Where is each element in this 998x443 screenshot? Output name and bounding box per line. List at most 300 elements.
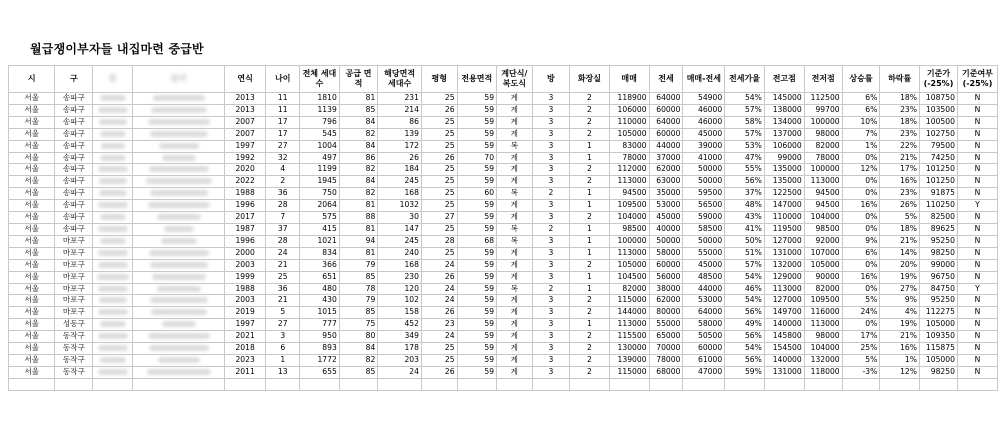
- table-cell[interactable]: 59: [457, 307, 497, 319]
- table-cell[interactable]: 마포구: [55, 247, 93, 259]
- table-cell[interactable]: 54%: [725, 93, 765, 105]
- table-cell[interactable]: 48500: [683, 271, 725, 283]
- table-cell[interactable]: 25: [421, 354, 457, 366]
- table-cell[interactable]: 30: [378, 212, 422, 224]
- table-cell[interactable]: 60: [457, 188, 497, 200]
- table-cell[interactable]: 3: [532, 140, 570, 152]
- table-cell[interactable]: [133, 319, 225, 331]
- table-cell[interactable]: 계: [497, 93, 533, 105]
- table-cell[interactable]: [93, 188, 133, 200]
- table-cell[interactable]: [93, 307, 133, 319]
- table-cell[interactable]: 2: [532, 283, 570, 295]
- table-cell[interactable]: 415: [300, 223, 340, 235]
- table-cell[interactable]: 89625: [919, 223, 957, 235]
- table-cell[interactable]: 동작구: [55, 331, 93, 343]
- table-cell[interactable]: 서울: [9, 259, 55, 271]
- table-cell[interactable]: 1004: [300, 140, 340, 152]
- table-cell[interactable]: 7: [266, 212, 300, 224]
- table-cell[interactable]: 1997: [224, 140, 266, 152]
- empty-cell[interactable]: [378, 378, 422, 390]
- table-cell[interactable]: 0%: [842, 283, 880, 295]
- table-cell[interactable]: 147: [378, 223, 422, 235]
- table-cell[interactable]: 2: [570, 104, 609, 116]
- table-cell[interactable]: 서울: [9, 247, 55, 259]
- table-cell[interactable]: 214: [378, 104, 422, 116]
- table-cell[interactable]: 22%: [880, 140, 920, 152]
- table-cell[interactable]: 서울: [9, 164, 55, 176]
- column-header[interactable]: 공급 면적: [339, 66, 378, 93]
- table-cell[interactable]: [93, 343, 133, 355]
- table-cell[interactable]: 112275: [919, 307, 957, 319]
- table-cell[interactable]: 46000: [683, 116, 725, 128]
- table-cell[interactable]: 231: [378, 93, 422, 105]
- table-cell[interactable]: 2003: [224, 259, 266, 271]
- table-cell[interactable]: 129000: [764, 271, 804, 283]
- table-cell[interactable]: 23%: [880, 128, 920, 140]
- table-cell[interactable]: 2: [570, 259, 609, 271]
- table-cell[interactable]: 78000: [649, 354, 683, 366]
- table-cell[interactable]: [133, 271, 225, 283]
- table-cell[interactable]: 0%: [842, 319, 880, 331]
- table-cell[interactable]: 27: [266, 319, 300, 331]
- table-row[interactable]: [9, 247, 998, 259]
- table-row[interactable]: [9, 307, 998, 319]
- column-header[interactable]: 전체 세대수: [300, 66, 340, 93]
- table-cell[interactable]: 115875: [919, 343, 957, 355]
- table-cell[interactable]: 1: [570, 152, 609, 164]
- table-cell[interactable]: 45000: [683, 259, 725, 271]
- empty-cell[interactable]: [957, 378, 997, 390]
- table-cell[interactable]: 96750: [919, 271, 957, 283]
- table-cell[interactable]: 21%: [880, 152, 920, 164]
- table-cell[interactable]: [133, 354, 225, 366]
- table-cell[interactable]: 56%: [725, 331, 765, 343]
- table-cell[interactable]: 62000: [649, 295, 683, 307]
- table-cell[interactable]: 27: [421, 212, 457, 224]
- table-cell[interactable]: 50500: [683, 331, 725, 343]
- table-cell[interactable]: 계: [497, 319, 533, 331]
- table-cell[interactable]: 서울: [9, 116, 55, 128]
- table-cell[interactable]: 54%: [725, 271, 765, 283]
- table-cell[interactable]: 26: [421, 307, 457, 319]
- table-cell[interactable]: 1945: [300, 176, 340, 188]
- table-cell[interactable]: 26: [378, 152, 422, 164]
- table-cell[interactable]: 2: [570, 128, 609, 140]
- table-cell[interactable]: 3: [266, 331, 300, 343]
- table-cell[interactable]: 17%: [842, 331, 880, 343]
- table-cell[interactable]: 59%: [725, 366, 765, 378]
- table-cell[interactable]: 3: [532, 307, 570, 319]
- column-header[interactable]: 전세: [649, 66, 683, 93]
- table-cell[interactable]: 85: [339, 366, 378, 378]
- table-cell[interactable]: 3: [532, 104, 570, 116]
- table-cell[interactable]: 25: [421, 93, 457, 105]
- column-header[interactable]: 나이: [266, 66, 300, 93]
- empty-cell[interactable]: [421, 378, 457, 390]
- table-cell[interactable]: 137000: [764, 128, 804, 140]
- table-cell[interactable]: 1%: [880, 354, 920, 366]
- table-cell[interactable]: 100000: [609, 235, 649, 247]
- table-cell[interactable]: 25: [421, 128, 457, 140]
- table-cell[interactable]: 서울: [9, 295, 55, 307]
- table-cell[interactable]: 24: [421, 283, 457, 295]
- table-cell[interactable]: 54%: [725, 343, 765, 355]
- column-header[interactable]: 전세가율: [725, 66, 765, 93]
- table-cell[interactable]: 마포구: [55, 271, 93, 283]
- table-cell[interactable]: 80: [339, 331, 378, 343]
- table-cell[interactable]: 154500: [764, 343, 804, 355]
- table-cell[interactable]: 4: [266, 164, 300, 176]
- table-cell[interactable]: 61000: [683, 354, 725, 366]
- table-cell[interactable]: 송파구: [55, 93, 93, 105]
- table-cell[interactable]: 47000: [683, 366, 725, 378]
- table-cell[interactable]: 1032: [378, 200, 422, 212]
- table-cell[interactable]: 59: [457, 93, 497, 105]
- table-cell[interactable]: 2: [570, 354, 609, 366]
- table-cell[interactable]: 26: [421, 152, 457, 164]
- table-cell[interactable]: 203: [378, 354, 422, 366]
- table-cell[interactable]: 54%: [725, 295, 765, 307]
- table-cell[interactable]: 계: [497, 366, 533, 378]
- table-cell[interactable]: 62000: [649, 164, 683, 176]
- table-cell[interactable]: 127000: [764, 295, 804, 307]
- table-cell[interactable]: 복: [497, 223, 533, 235]
- table-row[interactable]: [9, 200, 998, 212]
- table-cell[interactable]: 복: [497, 283, 533, 295]
- table-cell[interactable]: 3: [532, 319, 570, 331]
- table-cell[interactable]: 송파구: [55, 140, 93, 152]
- table-cell[interactable]: [93, 164, 133, 176]
- table-cell[interactable]: 59: [457, 319, 497, 331]
- table-cell[interactable]: 5%: [842, 354, 880, 366]
- table-cell[interactable]: 59: [457, 366, 497, 378]
- empty-cell[interactable]: [842, 378, 880, 390]
- table-cell[interactable]: 계: [497, 212, 533, 224]
- table-cell[interactable]: [93, 366, 133, 378]
- table-cell[interactable]: 59: [457, 283, 497, 295]
- table-cell[interactable]: 82000: [804, 283, 842, 295]
- table-cell[interactable]: 100000: [804, 164, 842, 176]
- table-cell[interactable]: 60000: [649, 259, 683, 271]
- table-cell[interactable]: 104000: [804, 343, 842, 355]
- table-cell[interactable]: [93, 271, 133, 283]
- table-cell[interactable]: 64000: [649, 116, 683, 128]
- table-cell[interactable]: 1810: [300, 93, 340, 105]
- table-cell[interactable]: N: [957, 354, 997, 366]
- table-cell[interactable]: 110000: [609, 116, 649, 128]
- table-cell[interactable]: 79: [339, 259, 378, 271]
- column-header[interactable]: 기준가 (-25%): [919, 66, 957, 93]
- empty-row[interactable]: [9, 378, 998, 390]
- table-cell[interactable]: -3%: [842, 366, 880, 378]
- table-row[interactable]: [9, 128, 998, 140]
- table-cell[interactable]: [133, 223, 225, 235]
- table-cell[interactable]: 23%: [880, 188, 920, 200]
- table-cell[interactable]: 1: [266, 354, 300, 366]
- table-cell[interactable]: 3: [532, 128, 570, 140]
- table-row[interactable]: [9, 366, 998, 378]
- table-row[interactable]: [9, 176, 998, 188]
- table-cell[interactable]: 105000: [609, 259, 649, 271]
- table-cell[interactable]: 575: [300, 212, 340, 224]
- table-cell[interactable]: 6%: [842, 247, 880, 259]
- table-cell[interactable]: 1999: [224, 271, 266, 283]
- table-cell[interactable]: 계: [497, 354, 533, 366]
- table-cell[interactable]: 59: [457, 200, 497, 212]
- table-cell[interactable]: [93, 235, 133, 247]
- table-cell[interactable]: 마포구: [55, 295, 93, 307]
- table-cell[interactable]: 1988: [224, 283, 266, 295]
- table-cell[interactable]: [93, 283, 133, 295]
- table-cell[interactable]: 102: [378, 295, 422, 307]
- table-cell[interactable]: 113000: [804, 319, 842, 331]
- table-cell[interactable]: 53000: [683, 295, 725, 307]
- table-cell[interactable]: 99000: [919, 259, 957, 271]
- table-cell[interactable]: 1199: [300, 164, 340, 176]
- table-cell[interactable]: 서울: [9, 343, 55, 355]
- table-cell[interactable]: 17: [266, 116, 300, 128]
- table-cell[interactable]: 135000: [764, 164, 804, 176]
- table-cell[interactable]: [93, 212, 133, 224]
- table-cell[interactable]: 109500: [804, 295, 842, 307]
- table-cell[interactable]: 3: [532, 164, 570, 176]
- table-cell[interactable]: 84: [339, 116, 378, 128]
- table-cell[interactable]: N: [957, 93, 997, 105]
- table-cell[interactable]: [93, 152, 133, 164]
- table-cell[interactable]: [133, 93, 225, 105]
- table-cell[interactable]: 1: [570, 223, 609, 235]
- table-cell[interactable]: 2013: [224, 104, 266, 116]
- table-cell[interactable]: 서울: [9, 176, 55, 188]
- table-cell[interactable]: 25: [421, 223, 457, 235]
- table-cell[interactable]: 14%: [880, 247, 920, 259]
- table-cell[interactable]: [93, 93, 133, 105]
- table-cell[interactable]: [133, 212, 225, 224]
- table-cell[interactable]: 9%: [880, 295, 920, 307]
- table-cell[interactable]: 950: [300, 331, 340, 343]
- table-cell[interactable]: 송파구: [55, 164, 93, 176]
- empty-cell[interactable]: [339, 378, 378, 390]
- empty-cell[interactable]: [9, 378, 55, 390]
- column-header[interactable]: 전저점: [804, 66, 842, 93]
- table-cell[interactable]: 99700: [804, 104, 842, 116]
- table-cell[interactable]: 37000: [649, 152, 683, 164]
- table-cell[interactable]: 5: [266, 307, 300, 319]
- table-cell[interactable]: 102750: [919, 128, 957, 140]
- empty-cell[interactable]: [570, 378, 609, 390]
- table-cell[interactable]: 893: [300, 343, 340, 355]
- table-cell[interactable]: 17: [266, 128, 300, 140]
- table-cell[interactable]: 서울: [9, 212, 55, 224]
- table-cell[interactable]: 송파구: [55, 223, 93, 235]
- table-cell[interactable]: 3: [532, 200, 570, 212]
- table-cell[interactable]: 651: [300, 271, 340, 283]
- table-cell[interactable]: 25: [421, 140, 457, 152]
- table-cell[interactable]: 184: [378, 164, 422, 176]
- table-cell[interactable]: 84: [339, 176, 378, 188]
- table-cell[interactable]: 2019: [224, 307, 266, 319]
- table-cell[interactable]: 28: [266, 235, 300, 247]
- table-cell[interactable]: [93, 140, 133, 152]
- table-cell[interactable]: 41000: [683, 152, 725, 164]
- table-cell[interactable]: 송파구: [55, 176, 93, 188]
- table-cell[interactable]: [133, 152, 225, 164]
- table-cell[interactable]: 58000: [649, 247, 683, 259]
- table-cell[interactable]: 18%: [880, 116, 920, 128]
- table-cell[interactable]: 3: [532, 343, 570, 355]
- table-cell[interactable]: 140000: [764, 319, 804, 331]
- table-cell[interactable]: 23: [421, 319, 457, 331]
- table-cell[interactable]: 430: [300, 295, 340, 307]
- table-row[interactable]: [9, 331, 998, 343]
- table-cell[interactable]: N: [957, 271, 997, 283]
- table-cell[interactable]: 100500: [919, 116, 957, 128]
- table-cell[interactable]: 서울: [9, 319, 55, 331]
- table-cell[interactable]: 58%: [725, 116, 765, 128]
- table-cell[interactable]: 3: [532, 176, 570, 188]
- table-cell[interactable]: 25: [421, 188, 457, 200]
- table-cell[interactable]: 5%: [842, 295, 880, 307]
- table-cell[interactable]: 82500: [919, 212, 957, 224]
- table-cell[interactable]: 마포구: [55, 283, 93, 295]
- column-header[interactable]: 매매: [609, 66, 649, 93]
- table-cell[interactable]: 35000: [649, 188, 683, 200]
- table-cell[interactable]: [133, 307, 225, 319]
- table-cell[interactable]: 85: [339, 104, 378, 116]
- table-cell[interactable]: 2023: [224, 354, 266, 366]
- table-cell[interactable]: 서울: [9, 104, 55, 116]
- table-cell[interactable]: 149700: [764, 307, 804, 319]
- table-cell[interactable]: 3: [532, 235, 570, 247]
- table-cell[interactable]: 1%: [842, 140, 880, 152]
- table-cell[interactable]: 83000: [609, 140, 649, 152]
- table-cell[interactable]: N: [957, 116, 997, 128]
- table-cell[interactable]: 113000: [609, 176, 649, 188]
- table-cell[interactable]: 120: [378, 283, 422, 295]
- empty-cell[interactable]: [880, 378, 920, 390]
- table-cell[interactable]: [133, 283, 225, 295]
- table-cell[interactable]: 1015: [300, 307, 340, 319]
- table-row[interactable]: [9, 283, 998, 295]
- table-cell[interactable]: 1: [570, 140, 609, 152]
- table-cell[interactable]: 계: [497, 247, 533, 259]
- table-cell[interactable]: 10%: [842, 116, 880, 128]
- table-cell[interactable]: 24%: [842, 307, 880, 319]
- table-cell[interactable]: 104000: [804, 212, 842, 224]
- table-cell[interactable]: 서울: [9, 200, 55, 212]
- table-cell[interactable]: 82000: [609, 283, 649, 295]
- table-cell[interactable]: 55000: [649, 319, 683, 331]
- table-cell[interactable]: 78000: [804, 152, 842, 164]
- table-cell[interactable]: [133, 247, 225, 259]
- table-cell[interactable]: 105000: [609, 128, 649, 140]
- empty-cell[interactable]: [683, 378, 725, 390]
- table-row[interactable]: [9, 164, 998, 176]
- table-cell[interactable]: 43%: [725, 212, 765, 224]
- table-cell[interactable]: 59: [457, 247, 497, 259]
- table-cell[interactable]: 2022: [224, 176, 266, 188]
- table-cell[interactable]: 130000: [609, 343, 649, 355]
- table-cell[interactable]: 100000: [804, 116, 842, 128]
- table-cell[interactable]: 0%: [842, 152, 880, 164]
- table-cell[interactable]: 6%: [842, 93, 880, 105]
- table-cell[interactable]: 25: [421, 200, 457, 212]
- table-cell[interactable]: [93, 319, 133, 331]
- table-cell[interactable]: 105000: [919, 354, 957, 366]
- table-cell[interactable]: 145800: [764, 331, 804, 343]
- table-cell[interactable]: 115000: [609, 366, 649, 378]
- empty-cell[interactable]: [725, 378, 765, 390]
- table-cell[interactable]: 81: [339, 247, 378, 259]
- table-cell[interactable]: 37: [266, 223, 300, 235]
- table-cell[interactable]: 1: [570, 283, 609, 295]
- table-cell[interactable]: 계: [497, 331, 533, 343]
- table-cell[interactable]: 1: [570, 319, 609, 331]
- table-cell[interactable]: 3: [532, 271, 570, 283]
- table-cell[interactable]: 서울: [9, 307, 55, 319]
- table-row[interactable]: [9, 223, 998, 235]
- table-cell[interactable]: 82000: [804, 140, 842, 152]
- table-cell[interactable]: 3: [532, 354, 570, 366]
- table-cell[interactable]: 서울: [9, 235, 55, 247]
- table-cell[interactable]: 107000: [804, 247, 842, 259]
- table-cell[interactable]: 36: [266, 188, 300, 200]
- table-cell[interactable]: 계: [497, 295, 533, 307]
- table-cell[interactable]: 계: [497, 152, 533, 164]
- table-cell[interactable]: 7%: [842, 128, 880, 140]
- empty-cell[interactable]: [266, 378, 300, 390]
- table-cell[interactable]: 51%: [725, 247, 765, 259]
- table-cell[interactable]: [93, 200, 133, 212]
- table-cell[interactable]: 송파구: [55, 152, 93, 164]
- table-cell[interactable]: 78000: [609, 152, 649, 164]
- table-cell[interactable]: 98000: [804, 331, 842, 343]
- table-cell[interactable]: 106000: [609, 104, 649, 116]
- table-cell[interactable]: 복: [497, 188, 533, 200]
- table-cell[interactable]: N: [957, 319, 997, 331]
- table-cell[interactable]: 25%: [842, 343, 880, 355]
- table-cell[interactable]: 서울: [9, 223, 55, 235]
- table-cell[interactable]: 178: [378, 343, 422, 355]
- table-cell[interactable]: 655: [300, 366, 340, 378]
- table-cell[interactable]: 2: [570, 176, 609, 188]
- table-cell[interactable]: 56%: [725, 307, 765, 319]
- table-cell[interactable]: 서울: [9, 354, 55, 366]
- table-cell[interactable]: 82: [339, 188, 378, 200]
- table-cell[interactable]: 0%: [842, 223, 880, 235]
- table-cell[interactable]: N: [957, 331, 997, 343]
- table-cell[interactable]: 0%: [842, 188, 880, 200]
- table-cell[interactable]: 계: [497, 128, 533, 140]
- table-cell[interactable]: 서울: [9, 331, 55, 343]
- table-cell[interactable]: 70: [457, 152, 497, 164]
- table-cell[interactable]: 56%: [725, 354, 765, 366]
- table-cell[interactable]: 85: [339, 307, 378, 319]
- table-cell[interactable]: 16%: [880, 176, 920, 188]
- table-cell[interactable]: 13: [266, 366, 300, 378]
- column-header[interactable]: 방: [532, 66, 570, 93]
- table-cell[interactable]: 90000: [804, 271, 842, 283]
- table-cell[interactable]: 56%: [725, 176, 765, 188]
- table-cell[interactable]: 9%: [842, 235, 880, 247]
- table-cell[interactable]: 16%: [842, 271, 880, 283]
- table-cell[interactable]: 144000: [609, 307, 649, 319]
- table-cell[interactable]: 2007: [224, 128, 266, 140]
- table-cell[interactable]: 송파구: [55, 128, 93, 140]
- table-cell[interactable]: 75: [339, 319, 378, 331]
- table-cell[interactable]: Y: [957, 283, 997, 295]
- table-cell[interactable]: 349: [378, 331, 422, 343]
